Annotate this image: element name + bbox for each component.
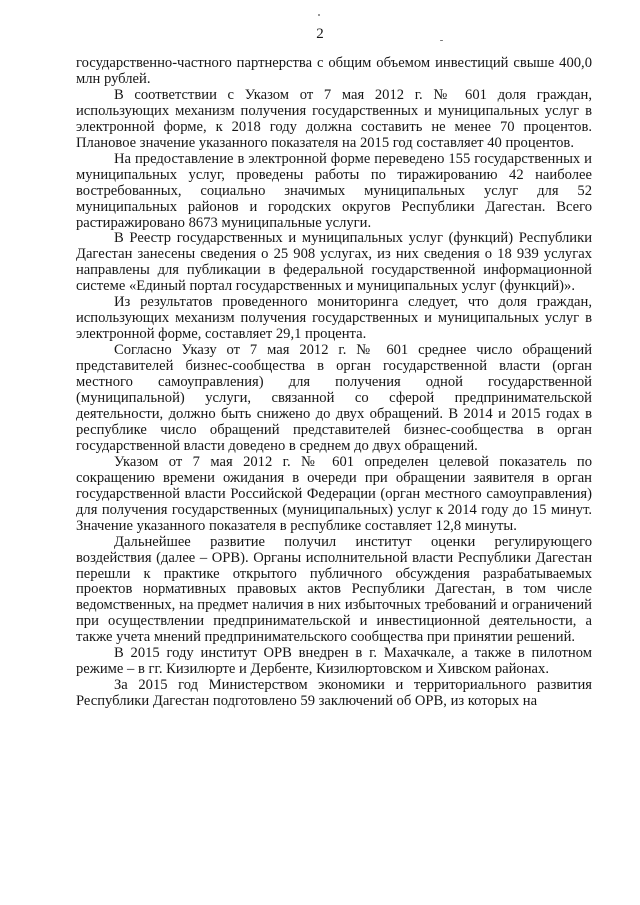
paragraph-regulatory-impact-assessment: Дальнейшее развитие получил институт оценки регулирующего воздействия (далее – ОРВ). Органы исполнительной власти Республики Дагестан перешли к практике открытого публичного обсуждения разрабатываемых проектов нормативных правовых актов Республики Дагестан, в том числе ведомственных, на предмет наличия в них избыточных требований и ограничений при осуществлении предпринимательской и инвестиционной деятельности, а также учета мнений предпринимательского сообщества при принятии решений. [76, 533, 592, 646]
paragraph-business-requests: Согласно Указу от 7 мая 2012 г. № 601 среднее число обращений представителей бизнес-сообщества в орган государственной власти (орган местного самоуправления) для получения одной государственной (муниципальной) услуги, связанной со сферой предпринимательской деятельности, должно быть снижено до двух обращений. В 2014 и 2015 годах в республике число обращений представителей бизнес-сообщества в орган государственной власти доведено в среднем до двух обращений. [76, 342, 592, 454]
paragraph-electronic-services: На предоставление в электронной форме переведено 155 государственных и муниципальных услуг, проведены работы по тиражированию 42 наиболее востребованных, социально значимых муниципальных услуг для 52 муниципальных районов и городских округов Республики Дагестан. Всего растиражировано 8673 муниципальные услуги. [76, 150, 592, 231]
paragraph-queue-waiting-time: Указом от 7 мая 2012 г. № 601 определен целевой показатель по сокращению времени ожидания в очереди при обращении заявителя в орган государственной власти Российской Федерации (орган местного самоуправления) для получения государственных (муниципальных) услуг к 2014 году до 15 минут. Значение указанного показателя в республике составляет 12,8 минуты. [76, 453, 592, 534]
paragraph-services-registry: В Реестр государственных и муниципальных услуг (функций) Республики Дагестан занесены сведения о 25 908 услугах, из них сведения о 18 939 услугах направлены для публикации в федеральной государственной информационной системе «Единый портал государственных и муниципальных услуг (функций)». [76, 230, 592, 295]
document-body [76, 56, 592, 710]
scan-speck [440, 40, 443, 41]
page-number: 2 [316, 26, 324, 42]
paragraph-decree-electronic-share: В соответствии с Указом от 7 мая 2012 г. № 601 доля граждан, использующих механизм получения государственных и муниципальных услуг в электронной форме, к 2018 году должна составить не менее 70 процентов. Плановое значение указанного показателя на 2015 год составляет 40 процентов. [76, 86, 592, 151]
paragraph-orv-implementation: В 2015 году институт ОРВ внедрен в г. Махачкале, а также в пилотном режиме – в гг. Кизилюрте и Дербенте, Кизилюртовском и Хивском районах. [76, 645, 592, 678]
paragraph-ppp-investments: государственно-частного партнерства с общим объемом инвестиций свыше 400,0 млн рублей. [76, 55, 592, 87]
scan-speck [318, 14, 320, 16]
paragraph-monitoring-results: Из результатов проведенного мониторинга следует, что доля граждан, использующих механизм получения государственных и муниципальных услуг в электронной форме, составляет 29,1 процента. [76, 294, 592, 343]
paragraph-orv-conclusions: За 2015 год Министерством экономики и территориального развития Республики Дагестан подготовлено 59 заключений об ОРВ, из которых на [76, 677, 592, 710]
